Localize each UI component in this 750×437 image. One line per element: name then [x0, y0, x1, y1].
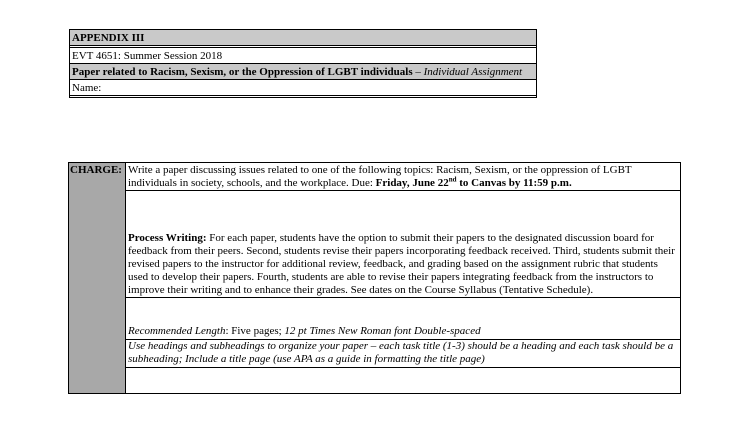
paper-title-bold: Paper related to Racism, Sexism, or the Oppression of LGBT individuals [72, 65, 413, 78]
charge-body [126, 163, 680, 393]
paper-title-separator: – [412, 65, 424, 78]
assignment-header-table [69, 29, 537, 98]
charge-box [68, 162, 681, 394]
charge-intro: Write a paper discussing issues related to one of the following topics: Racism, Sexism, or the oppression of LGBT individuals in society, schools, and the workplace. Due: Friday, June 22nd to Canvas by 11:59 p.m. [128, 164, 632, 189]
appendix-title: APPENDIX III [70, 30, 537, 46]
rule-4 [126, 367, 680, 368]
rule-2 [126, 297, 680, 298]
name-field [70, 80, 537, 96]
name-label: Name: [72, 81, 102, 94]
process-writing: Process Writing: For each paper, students have the option to submit their papers to the designated discussion board for feedback from their peers. Second, students revise their papers incorporating feedback received. Third, students submit their revised papers to the instructor for additional review, feedback, and grading based on the assignment rubric that students used to develop their papers. Fourth, students are able to revise their papers integrating feedback from the instructors to improve their writing and to enhance their grades. See dates on the Course Syllabus (Tentative Schedule). [128, 232, 675, 296]
charge-label: CHARGE: [70, 164, 122, 176]
charge-label-column [69, 163, 126, 393]
paper-title-type: Individual Assignment [423, 65, 523, 78]
headings-instructions: Use headings and subheadings to organize your paper – each task title (1-3) should be a heading and each task should be a subheading; Include a title page (use APA as a guide in formatting the title page) [128, 340, 674, 365]
paper-title [70, 64, 537, 80]
header-bottom-row [70, 96, 537, 98]
course-name: EVT 4651: Summer Session 2018 [70, 48, 537, 64]
recommended-length: Recommended Length: Five pages; 12 pt Times New Roman font Double-spaced [128, 325, 481, 337]
rule-1 [126, 190, 680, 191]
